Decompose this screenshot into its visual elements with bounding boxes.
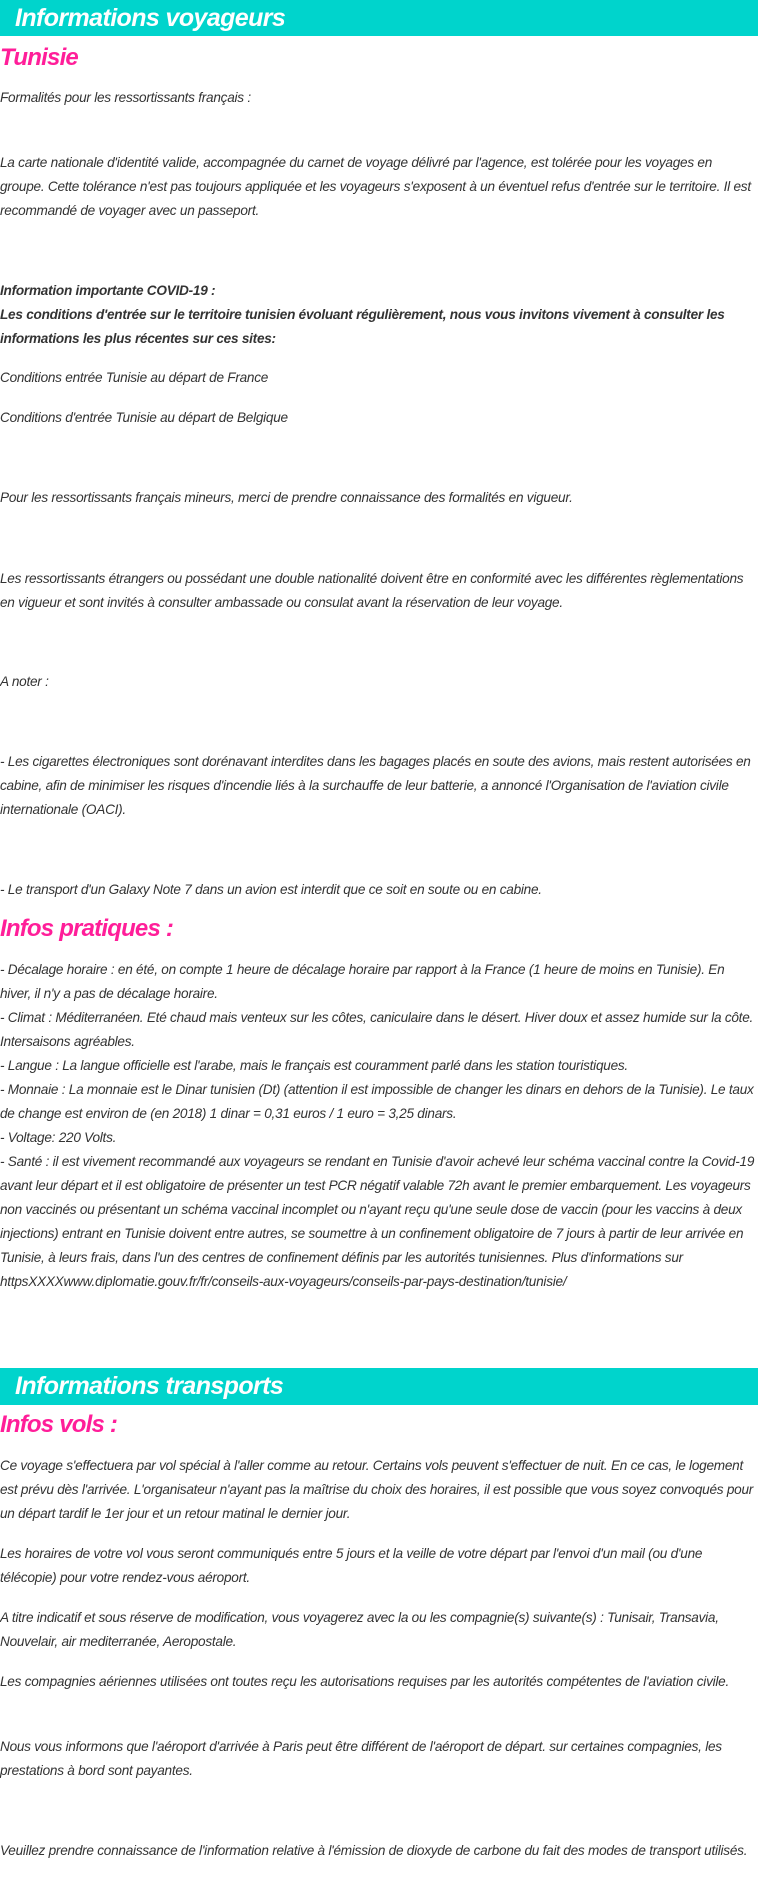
covid-notice [0, 279, 758, 351]
link-conditions-france[interactable]: Conditions entrée Tunisie au départ de France [0, 370, 269, 385]
co2-paragraph: Veuillez prendre connaissance de l'information relative à l'émission de dioxyde de carbone du fait des modes de transport utilisés. [0, 1843, 748, 1858]
section-header-voyageurs: Informations voyageurs [0, 0, 758, 36]
mineurs-paragraph: Pour les ressortissants français mineurs, merci de prendre connaissance des formalités en vigueur. [0, 490, 573, 505]
etrangers-paragraph: Les ressortissants étrangers ou possédant une double nationalité doivent être en conformité avec les différentes règlementations en vigueur et sont invités à consulter ambassade ou consulat avant la réservation de leur voyage. [0, 571, 744, 610]
cigarettes-paragraph: - Les cigarettes électroniques sont dorénavant interdites dans les bagages placés en soute des avions, mais restent autorisées en cabine, afin de minimiser les risques d'incendie liés à la surchauffe de leur batterie, a annoncé l'Organisation de l'aviation civile internationale (OACI). [0, 754, 751, 817]
covid-title: Information importante COVID-19 : [0, 283, 216, 298]
list-item-decalage: - Décalage horaire : en été, on compte 1 heure de décalage horaire par rapport à la France (1 heure de moins en Tunisie). En hiver, il n'y a pas de décalage horaire. [0, 962, 725, 1001]
vols-paragraph: Nous vous informons que l'aéroport d'arrivée à Paris peut être différent de l'aéroport de départ. sur certaines compagnies, les prestations à bord sont payantes. [0, 1739, 722, 1778]
section-header-transports: Informations transports [0, 1368, 758, 1405]
vols-paragraph: Les horaires de votre vol vous seront communiqués entre 5 jours et la veille de votre départ par l'envoi d'un mail (ou d'une télécopie) pour votre rendez-vous aéroport. [0, 1546, 703, 1585]
list-item-langue: - Langue : La langue officielle est l'arabe, mais le français est couramment parlé dans les station touristiques. [0, 1058, 628, 1073]
list-item-climat: - Climat : Méditerranéen. Eté chaud mais venteux sur les côtes, caniculaire dans le désert. Hiver doux et assez humide sur la côte. Intersaisons agréables. [0, 1010, 754, 1049]
covid-text: Les conditions d'entrée sur le territoire tunisien évoluant régulièrement, nous vous invitons vivement à consulter les informations les plus récentes sur ces sites: [0, 307, 725, 346]
vols-paragraph: A titre indicatif et sous réserve de modification, vous voyagerez avec la ou les compagnie(s) suivante(s) : Tunisair, Transavia, Nouvelair, air mediterranée, Aeropostale. [0, 1610, 719, 1649]
formalites-label: Formalités pour les ressortissants français : [0, 90, 251, 105]
vols-paragraph: Les compagnies aériennes utilisées ont toutes reçu les autorisations requises par les autorités compétentes de l'aviation civile. [0, 1674, 729, 1689]
infos-pratiques-heading: Infos pratiques : [0, 915, 174, 942]
link-conditions-belgique[interactable]: Conditions d'entrée Tunisie au départ de Belgique [0, 410, 288, 425]
infos-pratiques-list [0, 958, 758, 1294]
list-item-monnaie: - Monnaie : La monnaie est le Dinar tunisien (Dt) (attention il est impossible de changer les dinars en dehors de la Tunisie). Le taux de change est environ de (en 2018) 1 dinar = 0,31 euros / 1 euro = 3,25 dinars. [0, 1082, 754, 1121]
a-noter-label: A noter : [0, 674, 49, 689]
carte-identite-paragraph: La carte nationale d'identité valide, accompagnée du carnet de voyage délivré par l'agence, est tolérée pour les voyages en groupe. Cette tolérance n'est pas toujours appliquée et les voyageurs s'exposent à un éventuel refus d'entrée sur le territoire. Il est recommandé de voyager avec un passeport. [0, 155, 751, 218]
infos-vols-heading: Infos vols : [0, 1411, 118, 1438]
galaxy-paragraph: - Le transport d'un Galaxy Note 7 dans un avion est interdit que ce soit en soute ou en cabine. [0, 882, 542, 897]
vols-paragraph: Ce voyage s'effectuera par vol spécial à l'aller comme au retour. Certains vols peuvent s'effectuer de nuit. En ce cas, le logement est prévu dès l'arrivée. L'organisateur n'ayant pas la maîtrise du choix des horaires, il est possible que vous soyez convoqués pour un départ tardif le 1er jour et un retour matinal le dernier jour. [0, 1458, 754, 1521]
list-item-sante: - Santé : il est vivement recommandé aux voyageurs se rendant en Tunisie d'avoir achevé leur schéma vaccinal contre la Covid-19 avant leur départ et il est obligatoire de présenter un test PCR négatif valable 72h avant le premier embarquement. Les voyageurs non vaccinés ou présentant un schéma vaccinal incomplet ou n'ayant reçu qu'une seule dose de vaccin (pour les vaccins à deux injections) entrant en Tunisie doivent entre autres, se soumettre à un confinement obligatoire de 7 jours à partir de leur arrivée en Tunisie, à leurs frais, dans l'un des centres de confinement définis par les autorités tunisiennes. Plus d'informations sur httpsXXXXwww.diplomatie.gouv.fr/fr/conseils-aux-voyageurs/conseils-par-pays-destination/tunisie/ [0, 1154, 755, 1289]
country-heading: Tunisie [0, 44, 78, 71]
list-item-voltage: - Voltage: 220 Volts. [0, 1130, 117, 1145]
